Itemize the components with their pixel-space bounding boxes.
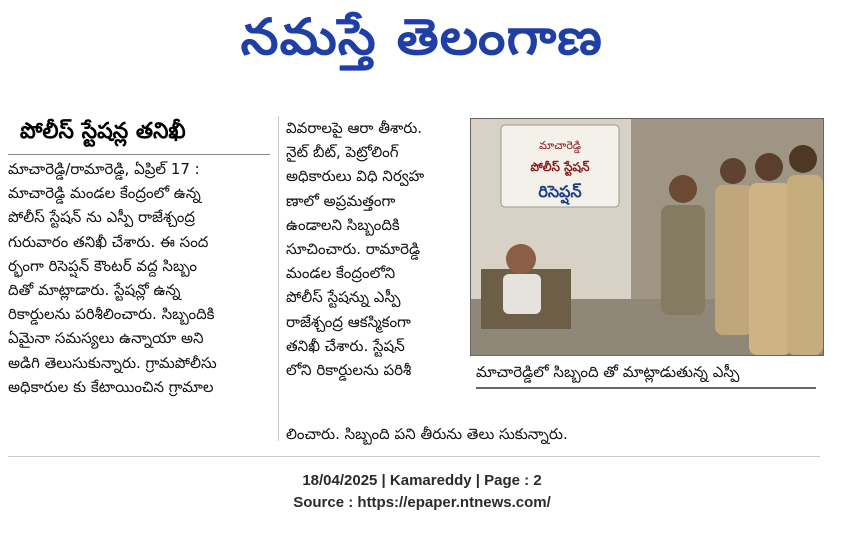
sign-text-1: మాచారెడ్డి [539,139,581,152]
text-line: అడిగి తెలుసుకున్నారు. గ్రామపోలీసు [8,353,217,372]
article-column-1 [8,154,270,399]
text-line: లించారు. సిబ్బంది పని తీరును తెలు సుకున్నారు. [286,425,568,443]
text-line: నైట్ బీట్, పెట్రోలింగ్ [286,143,399,162]
divider [8,456,820,457]
text-line: ఏమైనా సమస్యలు ఉన్నాయా అని [8,329,204,348]
text-line: తనిఖీ చేశారు. స్టేషన్ [286,336,405,355]
text-line: రాజేశ్చంద్ర ఆకస్మికంగా [286,312,411,331]
text-line: రికార్డులను పరిశీలించారు. సిబ్బందికి [8,305,215,324]
article-headline: పోలీస్ స్టేషన్ల తనిఖీ [20,119,186,144]
text-line: పోలీస్ స్టేషన్ ను ఎస్పీ రాజేశ్చంద్ర [8,208,195,227]
photo-illustration [471,119,823,355]
text-line: ణాలో అప్రమత్తంగా [286,191,396,210]
source-footer [0,470,844,514]
text-line: అధికారుల కు కేటాయించిన గ్రామాల [8,377,214,396]
photo-caption: మాచారెడ్డిలో సిబ్బంది తో మాట్లాడుతున్న ఎస్పీ [476,360,816,389]
text-line: మండల కేంద్రంలోని [286,264,396,283]
text-line: పోలీస్ స్టేషన్ను ఎస్పీ [286,288,401,307]
text-line: మాచారెడ్డి మండల కేంద్రంలో ఉన్న [8,184,201,203]
text-line: లోని రికార్డులను పరిశీ [286,361,412,380]
text-line: దితో మాట్లాడారు. స్టేషన్లో ఉన్న [8,281,181,300]
newspaper-title: నమస్తే తెలంగాణ [240,8,604,66]
text-line: సూచించారు. రామారెడ్డి [286,240,421,259]
text-line: ర్భంగా రిసెప్షన్ కౌంటర్ వద్ద సిబ్బం [8,256,197,275]
text-line: గురువారం తనిఖీ చేశారు. ఈ సంద [8,232,209,251]
masthead [0,0,844,80]
date-edition-page: 18/04/2025 | Kamareddy | Page : 2 [302,472,542,489]
news-clipping [8,108,820,448]
text-line: వివరాలపై ఆరా తీశారు. [286,119,423,137]
article-column-2 [286,116,464,382]
column-divider [278,116,279,441]
text-line: మాచారెడ్డి/రామారెడ్డి, ఏప్రిల్ 17 : [8,160,200,178]
sign-text-3: రిసెప్షన్ [538,182,582,201]
sign-text-2: పోలీస్ స్టేషన్ [530,160,590,174]
source-link[interactable]: Source : https://epaper.ntnews.com/ [293,494,551,511]
news-photo [470,118,824,356]
text-line: ఉండాలని సిబ్బందికి [286,215,400,234]
text-line: అధికారులు విధి నిర్వహ [286,167,425,186]
